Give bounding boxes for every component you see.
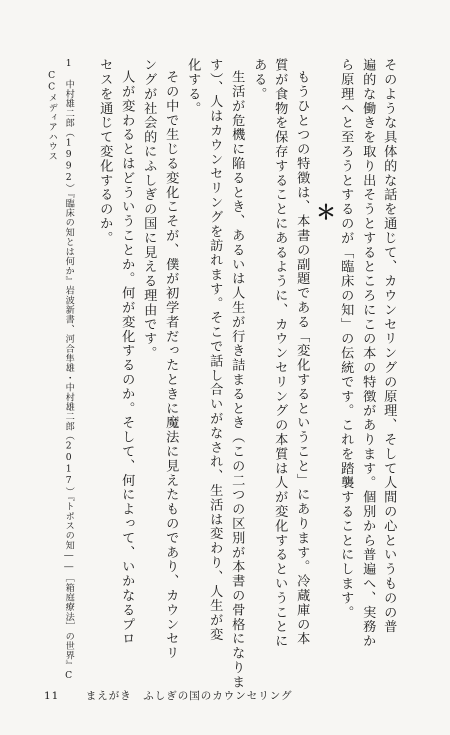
footnote-line: CCメディアハウス: [46, 70, 58, 161]
page-footer: [44, 688, 293, 703]
section-break-mark: ＊: [316, 200, 336, 224]
body-line: す）、人はカウンセリングを訪れます。そこで話し合いがなされ、生活は変わり、人生が変: [207, 58, 223, 642]
footnote-line: 1 中村雄二郎（1992）『臨床の知とは何か』岩波新書、河合隼雄・中村雄二郎（2017）『トポスの知――［箱庭療法］の世界』C: [63, 58, 75, 682]
body-line: ある。: [251, 58, 267, 102]
body-line: 化する。: [185, 58, 201, 116]
body-line: ングが社会的にふしぎの国に見える理由です。: [141, 58, 157, 361]
body-line: 生活が危機に陥るとき、あるいは人生が行き詰まるとき（この二つの区別が本書の骨格になりま: [229, 70, 245, 690]
body-line: もうひとつの特徴は、本書の副題である「変化するということ」にあります。冷蔵庫の本: [294, 70, 310, 646]
body-line: 人が変わるとはどういうことか。何が変化するのか。そして、何によって、いかなるプロ: [119, 70, 135, 646]
running-head: まえがき ふしぎの国のカウンセリング: [85, 690, 293, 702]
body-line: セスを通じて変化するのか。: [97, 58, 113, 246]
page-number: 11: [44, 690, 60, 702]
body-line: そのような具体的な話を通じて、カウンセリングの原理、そして人間の心というものの普: [381, 58, 397, 634]
body-line: 質が食物を保存することにあるように、カウンセリングの本質は人が変化するということに: [272, 58, 288, 649]
body-line: 遍的な働きを取り出そうとするところにこの本の特徴があります。個別から普遍へ、実務か: [360, 58, 376, 649]
body-line: ら原理へと至ろうとするのが「臨床の知」の伝統です。これを踏襲することにします。: [338, 58, 354, 620]
body-line: その中で生じる変化こそが、僕が初学者だったときに魔法に見えたものであり、カウンセリ: [163, 70, 179, 661]
